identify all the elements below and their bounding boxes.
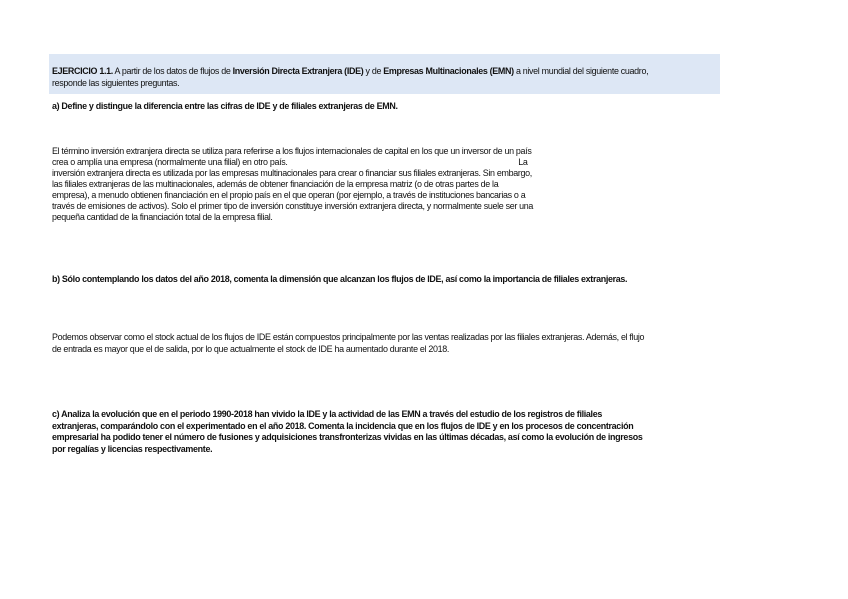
answer-a-line: El término inversión extranjera directa se utiliza para referirse a los flujos internacionales de capital en los que un inversor de un país: [52, 146, 532, 157]
answer-a-line: las filiales extranjeras de las multinacionales, además de obtener financiación de la empresa matriz (o de otras partes de la: [52, 179, 499, 190]
question-b: b) Sólo contemplando los datos del año 2018, comenta la dimensión que alcanzan los flujos de IDE, así como la importancia de filiales extranjeras.: [52, 274, 628, 285]
answer-a-line: [52, 157, 647, 168]
exercise-statement: [52, 66, 668, 90]
answer-a-line-text: crea o amplía una empresa (normalmente una filial) en otro país.: [52, 157, 288, 168]
emn-label: Empresas Multinacionales (EMN): [383, 66, 514, 77]
answer-a-line: través de emisiones de activos). Solo el primer tipo de inversión constituye inversión extranjera directa, y normalmente suele ser una: [52, 201, 534, 212]
question-c: c) Analiza la evolución que en el periodo 1990-2018 han vivido la IDE y la actividad de las EMN a través del estudio de los registros de filiales extranjeras, comparándolo con el experimentado en el año 2018. Comenta la incidencia que en los flujos de IDE y en los procesos de concentración empresarial ha podido tener el número de fusiones y adquisiciones transfronterizas vividas en las últimas décadas, así como la evolución de ingresos por regalías y licencias respectivamente.: [52, 409, 643, 455]
question-a: a) Define y distingue la diferencia entre las cifras de IDE y de filiales extranjeras de EMN.: [52, 101, 398, 112]
exercise-intro-part1: A partir de los datos de flujos de: [112, 66, 233, 77]
exercise-title: EJERCICIO 1.1.: [52, 66, 113, 77]
exercise-intro-part2: y de: [363, 66, 384, 77]
answer-a-line: empresa), a menudo obtienen financiación en el propio país en el que operan (por ejemplo, a través de instituciones bancarias o a: [52, 190, 526, 201]
answer-a: [52, 146, 647, 223]
answer-a-line: inversión extranjera directa es utilizada por las empresas multinacionales para crear o financiar sus filiales extranjeras. Sin embargo,: [52, 168, 532, 179]
answer-b: Podemos observar como el stock actual de los flujos de IDE están compuestos principalmente por las ventas realizadas por las filiales extranjeras. Además, el flujo de entrada es mayor que el de salida, por lo que actualmente el stock de IDE ha aumentado durante el 2018.: [52, 332, 645, 355]
answer-a-line-text: La: [518, 157, 528, 168]
ide-label: Inversión Directa Extranjera (IDE): [232, 66, 364, 77]
exercise-intro-part3: a nivel mundial del siguiente cuadro, responde las siguientes preguntas.: [52, 66, 649, 89]
answer-a-line: pequeña cantidad de la financiación total de la empresa filial.: [52, 212, 273, 223]
